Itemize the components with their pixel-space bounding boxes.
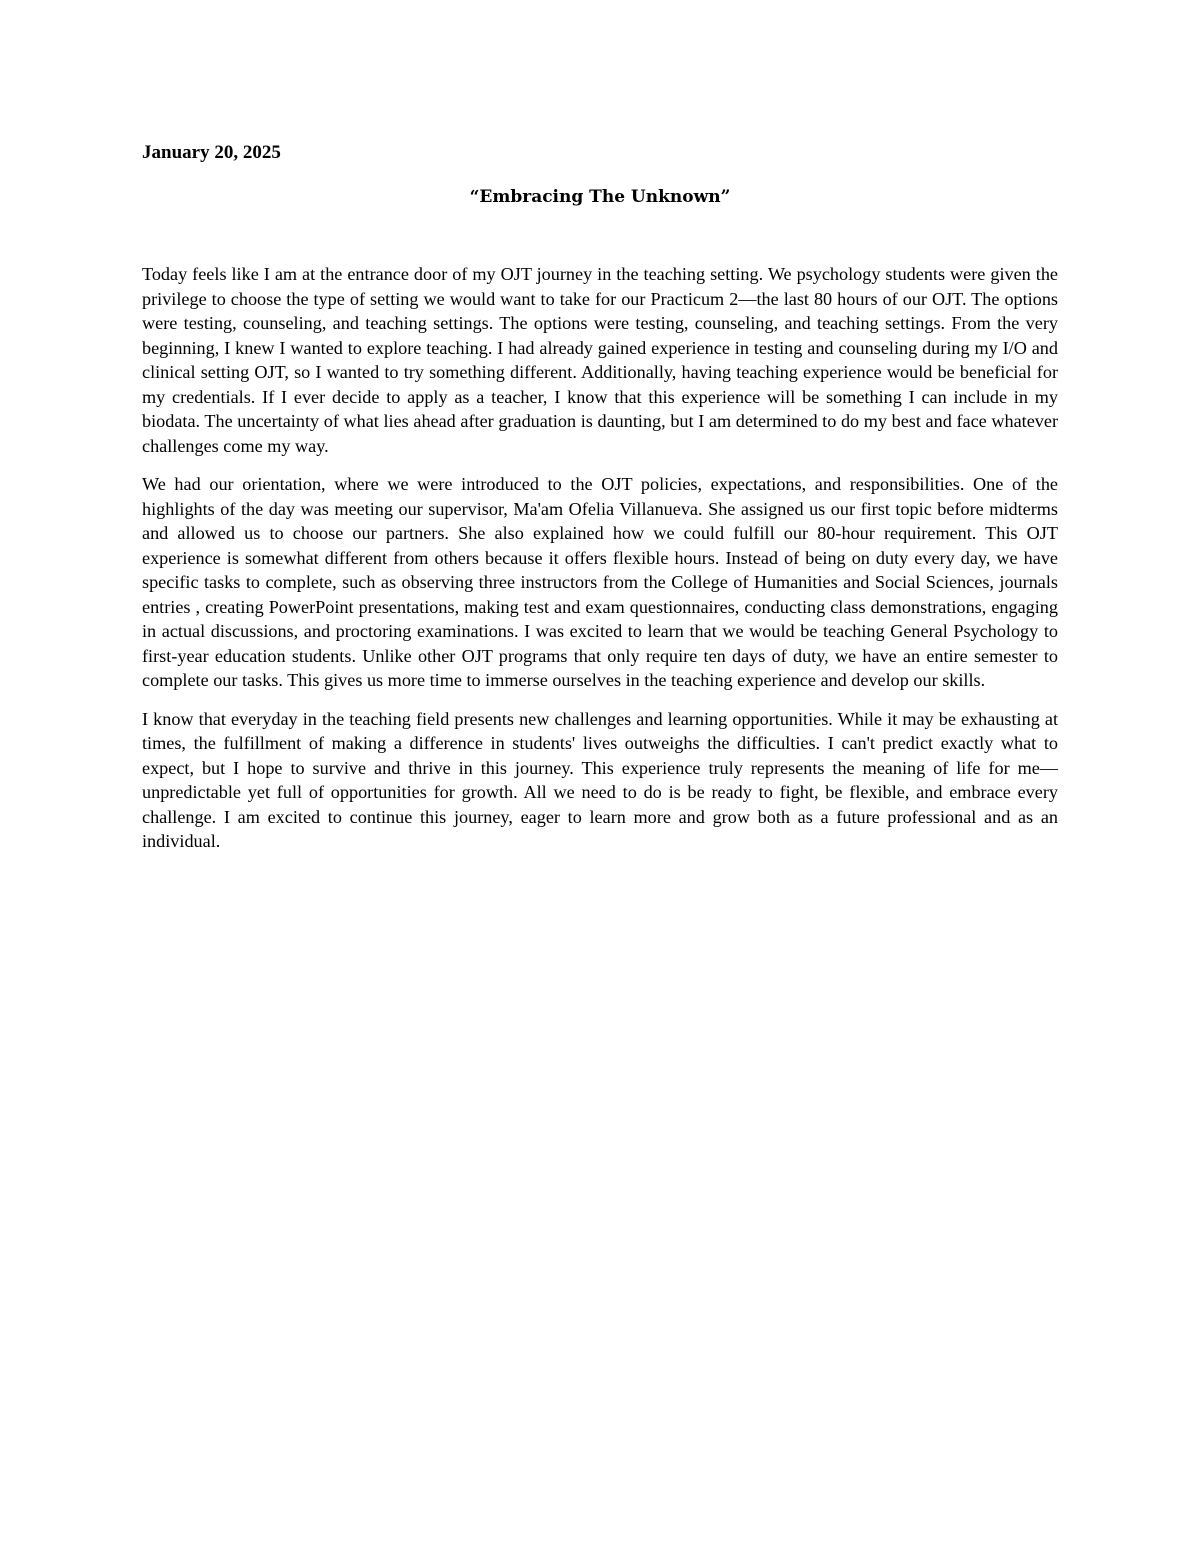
paragraph-3: I know that everyday in the teaching field presents new challenges and learning opportunities. While it may be exhausting at times, the fulfillment of making a difference in students' lives outweighs the difficulties. I can't predict exactly what to expect, but I hope to survive and thrive in this journey. This experience truly represents the meaning of life for me—unpredictable yet full of opportunities for growth. All we need to do is be ready to fight, be flexible, and embrace every challenge. I am excited to continue this journey, eager to learn more and grow both as a future professional and as an individual. <box>142 708 1058 851</box>
entry-title: “Embracing The Unknown” <box>469 187 731 207</box>
paragraph-2: We had our orientation, where we were introduced to the OJT policies, expectations, and responsibilities. One of the highlights of the day was meeting our supervisor, Ma'am Ofelia Villanueva. She assigned us our first topic before midterms and allowed us to choose our partners. She also explained how we could fulfill our 80-hour requirement. This OJT experience is somewhat different from others because it offers flexible hours. Instead of being on duty every day, we have specific tasks to complete, such as observing three instructors from the College of Humanities and Social Sciences, journals entries , creating PowerPoint presentations, making test and exam questionnaires, conducting class demonstrations, engaging in actual discussions, and proctoring examinations. I was excited to learn that we would be teaching General Psychology to first-year education students. Unlike other OJT programs that only require ten days of duty, we have an entire semester to complete our tasks. This gives us more time to immerse ourselves in the teaching experience and develop our skills. <box>142 474 1058 690</box>
document-content <box>142 140 1058 868</box>
entry-body <box>142 262 1058 854</box>
paragraph-1: Today feels like I am at the entrance door of my OJT journey in the teaching setting. We psychology students were given the privilege to choose the type of setting we would want to take for our Practicum 2—the last 80 hours of our OJT. The options were testing, counseling, and teaching settings. The options were testing, counseling, and teaching settings. From the very beginning, I knew I wanted to explore teaching. I had already gained experience in testing and counseling during my I/O and clinical setting OJT, so I wanted to try something different. Additionally, having teaching experience would be beneficial for my credentials. If I ever decide to apply as a teacher, I know that this experience will be something I can include in my biodata. The uncertainty of what lies ahead after graduation is daunting, but I am determined to do my best and face whatever challenges come my way. <box>142 264 1058 456</box>
entry-date: January 20, 2025 <box>142 142 281 163</box>
